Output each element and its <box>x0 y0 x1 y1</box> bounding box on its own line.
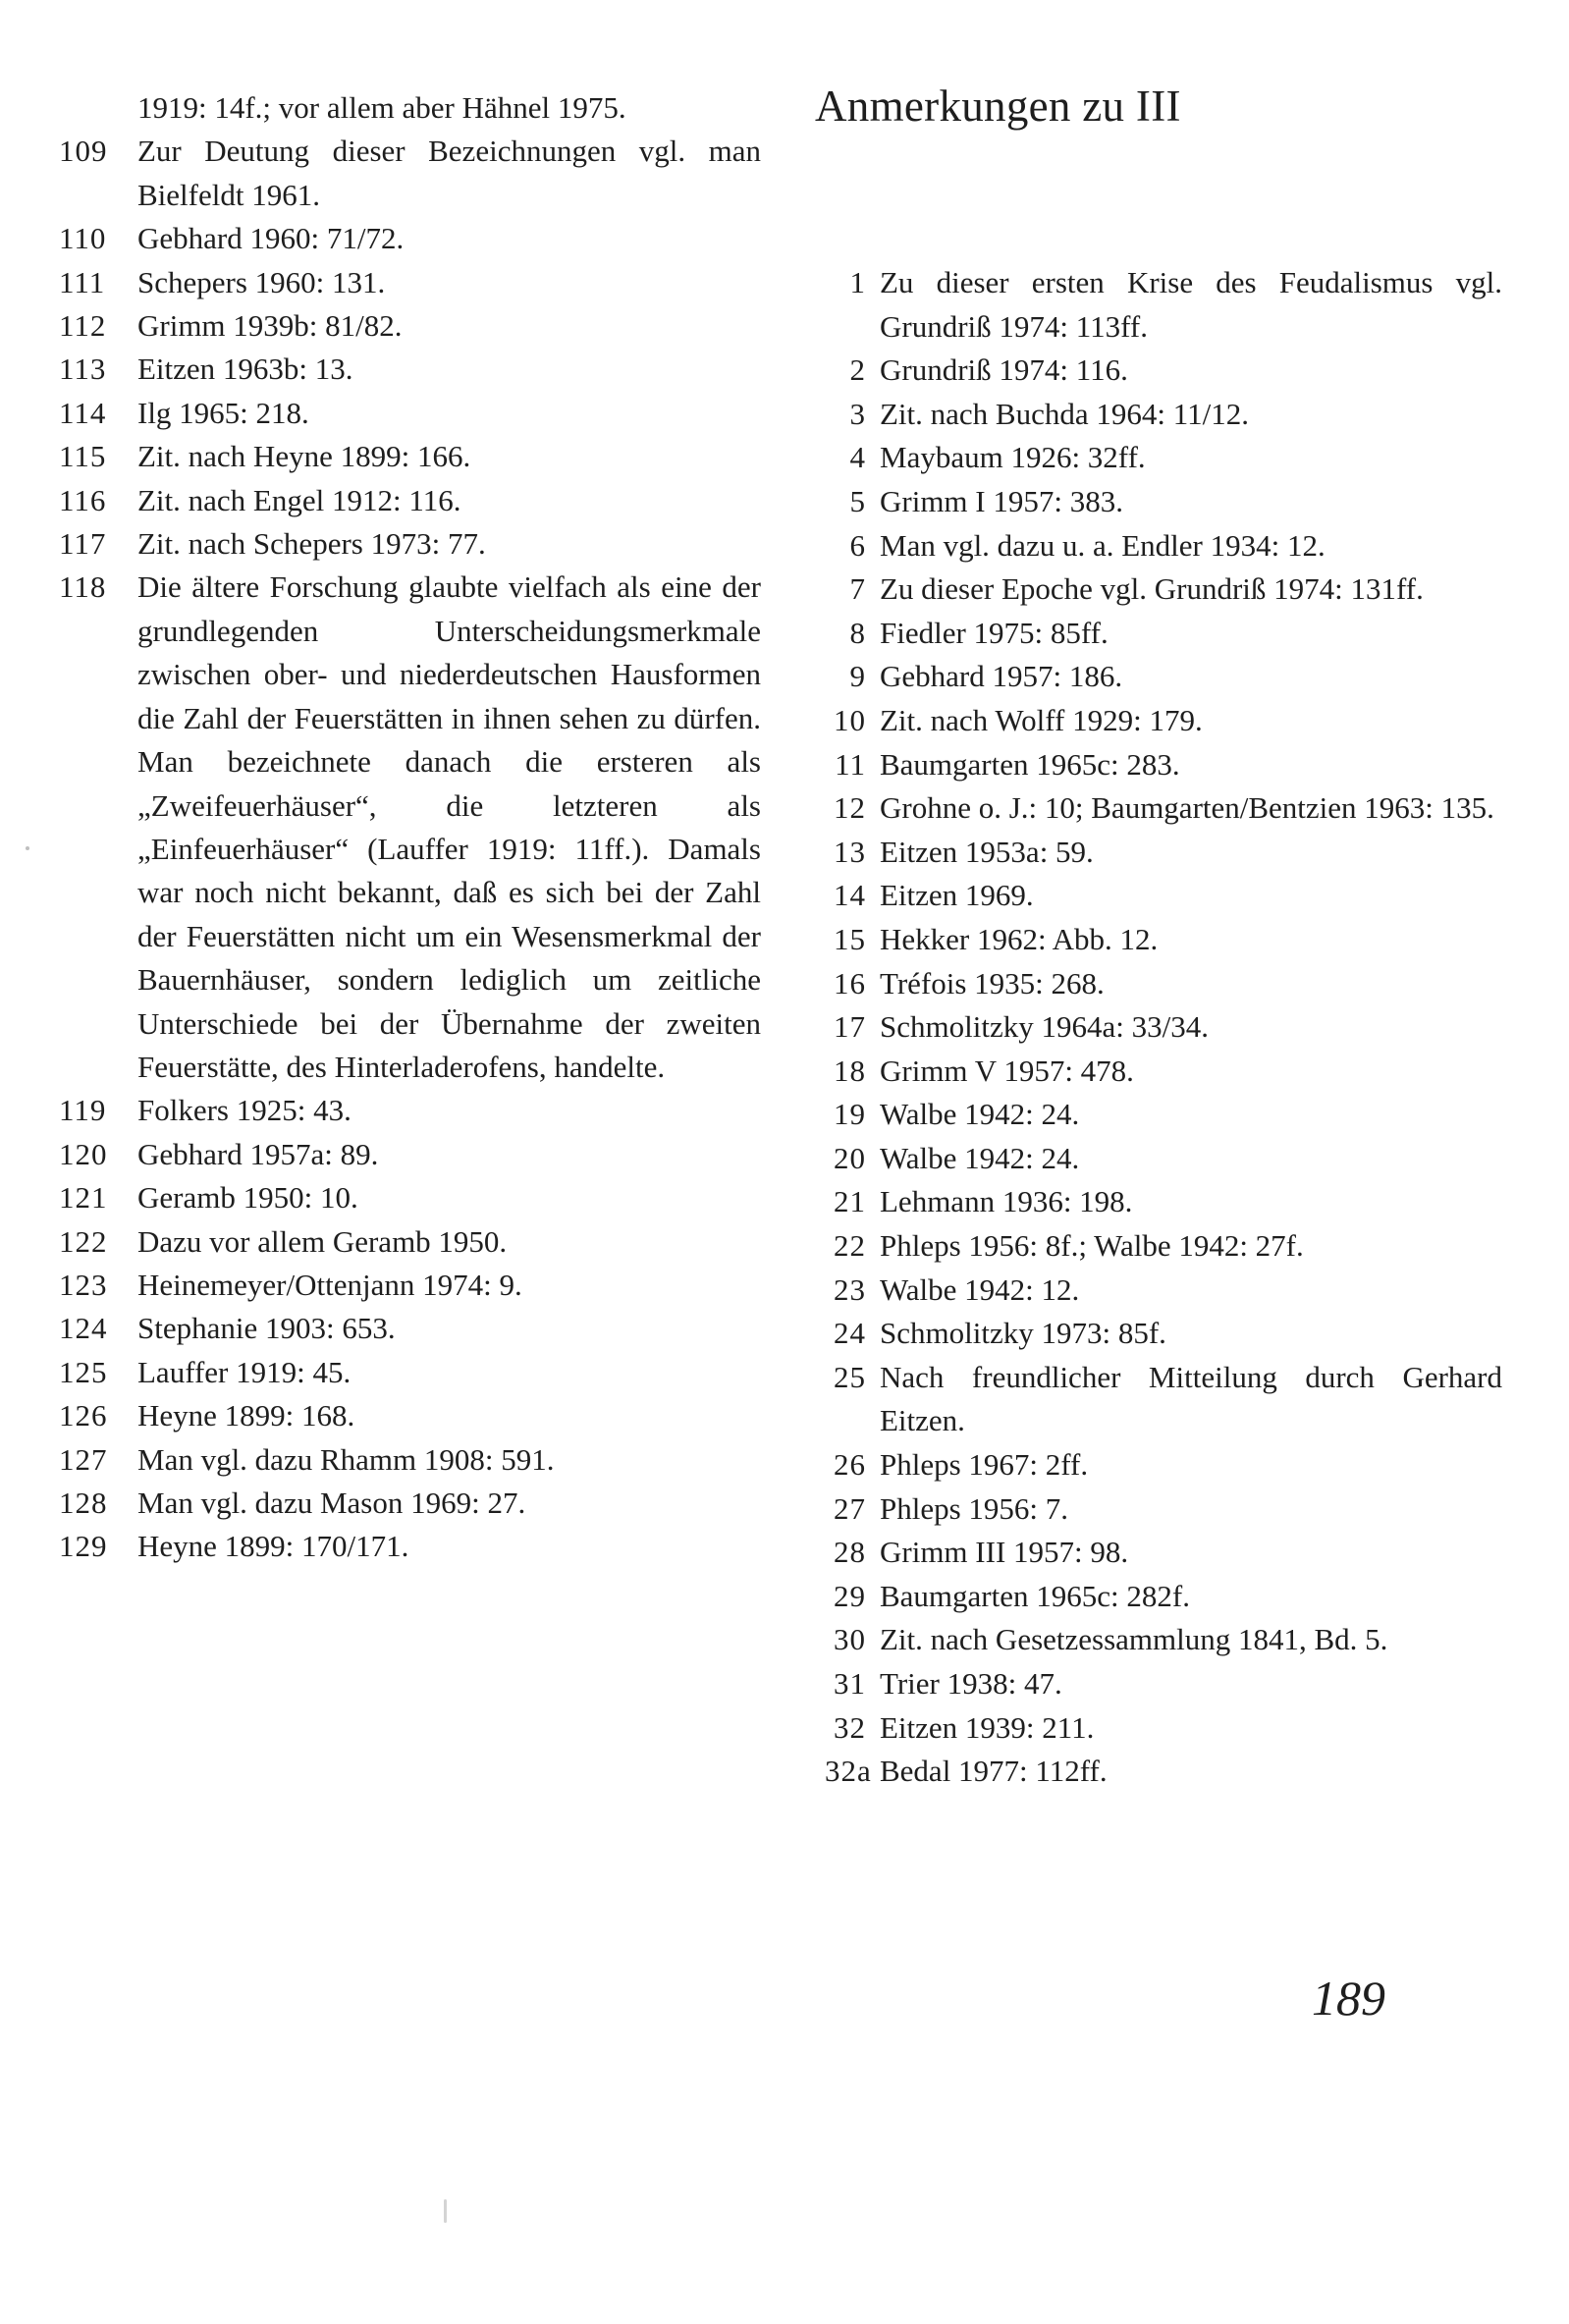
footnote <box>825 962 1502 1006</box>
footnote-text: Schepers 1960: 131. <box>137 264 386 299</box>
footnote-number: 122 <box>59 1223 108 1259</box>
footnote <box>825 393 1502 437</box>
footnote-text: Die ältere Forschung glaubte vielfach als eine der grundlegenden Unterscheidungsmerkmale zwischen ober- und niederdeutschen Hausformen die Zahl der Feuerstätten in ihnen sehen zu dürfen. Man bezeichnete danach die ersteren als „Zweifeuerhäuser“, die letzteren als „Einfeuerhäuser“ (Lauffer 1919: 11ff.). Damals war noch nicht bekannt, daß es sich bei der Zahl der Feuerstätten nicht um ein Wesensmerkmal der Bauernhäuser, sondern lediglich um zeitliche Unterschiede bei der Übernahme der zweiten Feuerstätte, des Hinterladerofens, handelte. <box>137 569 761 1084</box>
footnote <box>825 436 1502 480</box>
footnote <box>59 130 761 217</box>
footnote <box>59 304 761 348</box>
footnote-number: 21 <box>834 1184 866 1219</box>
footnote-number: 26 <box>834 1447 866 1483</box>
footnote-number: 114 <box>59 395 107 430</box>
footnote <box>59 1394 761 1437</box>
footnote-number: 116 <box>59 482 107 517</box>
footnote-number: 111 <box>59 264 106 299</box>
footnote-number: 17 <box>834 1009 866 1045</box>
footnote <box>825 1224 1502 1269</box>
footnote-number: 5 <box>849 483 866 518</box>
footnote-number: 126 <box>59 1398 108 1433</box>
footnote-text: Gebhard 1957a: 89. <box>137 1136 379 1171</box>
footnote <box>59 1438 761 1482</box>
footnote-text: Grimm 1939b: 81/82. <box>137 308 403 344</box>
footnote <box>825 261 1502 349</box>
footnote-number: 9 <box>849 659 866 694</box>
footnote-number: 109 <box>59 134 108 169</box>
footnote <box>59 1220 761 1264</box>
left-notes-list <box>59 130 761 1568</box>
footnote-text: Stephanie 1903: 653. <box>137 1311 396 1346</box>
footnote-text: Zit. nach Wolff 1929: 179. <box>880 702 1203 737</box>
footnote-text: Baumgarten 1965c: 283. <box>880 746 1180 782</box>
footnote <box>825 567 1502 612</box>
footnote-text: Nach freundlicher Mitteilung durch Gerhard Eitzen. <box>880 1359 1502 1438</box>
footnote-number: 30 <box>834 1622 866 1657</box>
footnote-number: 12 <box>834 790 866 826</box>
footnote <box>825 1180 1502 1224</box>
footnote-text: Phleps 1956: 7. <box>880 1490 1069 1526</box>
footnote-text: Hekker 1962: Abb. 12. <box>880 921 1159 956</box>
footnote-number: 28 <box>834 1535 866 1570</box>
footnote-number: 32a <box>825 1754 872 1789</box>
footnote-number: 117 <box>59 526 107 562</box>
footnote <box>825 918 1502 962</box>
footnote-number: 13 <box>834 834 866 869</box>
footnote-text: Maybaum 1926: 32ff. <box>880 440 1146 475</box>
footnote <box>825 1356 1502 1443</box>
footnote <box>825 874 1502 918</box>
footnote <box>825 1093 1502 1137</box>
footnote-text: Grimm I 1957: 383. <box>880 483 1123 518</box>
footnote <box>825 1531 1502 1575</box>
footnote-number: 115 <box>59 439 107 474</box>
footnote-text: Zit. nach Schepers 1973: 77. <box>137 526 486 562</box>
footnote-number: 3 <box>849 396 866 431</box>
footnote-number: 6 <box>849 527 866 563</box>
footnote <box>59 1176 761 1219</box>
footnote <box>59 435 761 478</box>
footnote-text: Zu dieser ersten Krise des Feudalismus vgl. Grundriß 1974: 113ff. <box>880 265 1502 344</box>
footnote <box>59 1525 761 1568</box>
footnote <box>59 261 761 304</box>
footnote <box>825 1312 1502 1356</box>
footnote-number: 25 <box>834 1359 866 1394</box>
footnote-number: 16 <box>834 965 866 1000</box>
footnote-text: Phleps 1967: 2ff. <box>880 1447 1089 1483</box>
paper-speck <box>444 2199 447 2223</box>
footnote-text: Tréfois 1935: 268. <box>880 965 1105 1000</box>
footnote-text: Heyne 1899: 170/171. <box>137 1529 409 1564</box>
footnote <box>59 392 761 435</box>
footnote-text: Folkers 1925: 43. <box>137 1093 352 1128</box>
footnote-text: Zit. nach Buchda 1964: 11/12. <box>880 396 1249 431</box>
footnote <box>825 1706 1502 1751</box>
footnote <box>59 1307 761 1350</box>
footnote <box>59 348 761 391</box>
footnote-text: Grimm III 1957: 98. <box>880 1535 1129 1570</box>
footnote-text: Zur Deutung dieser Bezeichnungen vgl. man Bielfeldt 1961. <box>137 134 761 212</box>
footnote <box>825 349 1502 393</box>
footnote-number: 129 <box>59 1529 108 1564</box>
footnote <box>825 524 1502 568</box>
footnote-number: 121 <box>59 1180 108 1216</box>
footnote-text: Geramb 1950: 10. <box>137 1180 358 1216</box>
footnote <box>59 566 761 1089</box>
footnote-text: Walbe 1942: 24. <box>880 1140 1080 1175</box>
footnote <box>825 1487 1502 1532</box>
footnote-text: Eitzen 1969. <box>880 878 1034 913</box>
page-number: 189 <box>1312 1971 1385 2026</box>
footnote <box>825 699 1502 743</box>
footnote-text: Ilg 1965: 218. <box>137 395 309 430</box>
footnote-number: 24 <box>834 1316 866 1351</box>
footnote-text: Eitzen 1939: 211. <box>880 1709 1095 1745</box>
footnote-text: Eitzen 1963b: 13. <box>137 351 353 387</box>
footnote-number: 113 <box>59 351 107 387</box>
note-continuation: 1919: 14f.; vor allem aber Hähnel 1975. <box>137 90 626 125</box>
footnote-number: 125 <box>59 1354 108 1389</box>
footnote <box>59 479 761 522</box>
footnote-text: Heyne 1899: 168. <box>137 1398 355 1433</box>
footnote <box>825 1750 1502 1794</box>
footnote-number: 11 <box>835 746 866 782</box>
footnote <box>59 217 761 260</box>
footnote-number: 1 <box>849 265 866 299</box>
footnote <box>825 612 1502 656</box>
footnote-number: 123 <box>59 1267 108 1302</box>
footnote-number: 8 <box>849 615 866 650</box>
footnote-text: Schmolitzky 1973: 85f. <box>880 1316 1166 1351</box>
footnote-number: 31 <box>834 1666 866 1701</box>
footnote <box>59 1351 761 1394</box>
footnote-number: 4 <box>849 440 866 475</box>
right-notes-column <box>825 261 1502 1794</box>
footnote-text: Dazu vor allem Geramb 1950. <box>137 1223 508 1259</box>
footnote <box>825 786 1502 831</box>
footnote <box>825 831 1502 875</box>
footnote <box>825 1618 1502 1662</box>
footnote-text: Man vgl. dazu Rhamm 1908: 591. <box>137 1441 555 1477</box>
footnote <box>59 522 761 566</box>
footnote-number: 127 <box>59 1441 108 1477</box>
footnote <box>825 743 1502 787</box>
footnote-text: Schmolitzky 1964a: 33/34. <box>880 1009 1209 1045</box>
footnote <box>825 480 1502 524</box>
footnote-number: 14 <box>834 878 866 913</box>
footnote <box>59 1089 761 1132</box>
left-notes-column <box>59 86 761 1569</box>
footnote-text: Trier 1938: 47. <box>880 1666 1062 1701</box>
footnote-number: 110 <box>59 221 107 256</box>
footnote-number: 29 <box>834 1578 866 1613</box>
footnote-number: 27 <box>834 1490 866 1526</box>
footnote <box>825 1005 1502 1050</box>
footnote-text: Gebhard 1957: 186. <box>880 659 1123 694</box>
footnote-text: Gebhard 1960: 71/72. <box>137 221 405 256</box>
footnote-text: Walbe 1942: 12. <box>880 1271 1080 1307</box>
footnote-number: 7 <box>849 571 866 607</box>
footnote-text: Man vgl. dazu Mason 1969: 27. <box>137 1486 526 1520</box>
footnote-number: 112 <box>59 308 107 344</box>
section-heading: Anmerkungen zu III <box>815 81 1181 131</box>
footnote <box>825 1575 1502 1619</box>
footnote-number: 124 <box>59 1311 108 1346</box>
footnote-number: 18 <box>834 1053 866 1088</box>
footnote-text: Zu dieser Epoche vgl. Grundriß 1974: 131ff. <box>880 571 1424 607</box>
footnote-text: Fiedler 1975: 85ff. <box>880 615 1109 650</box>
footnote-text: Grimm V 1957: 478. <box>880 1053 1134 1088</box>
footnote-text: Zit. nach Gesetzessammlung 1841, Bd. 5. <box>880 1622 1388 1657</box>
paper-speck <box>26 846 29 850</box>
footnote-text: Man vgl. dazu u. a. Endler 1934: 12. <box>880 527 1326 563</box>
footnote-number: 15 <box>834 921 866 956</box>
footnote-number: 118 <box>59 569 107 605</box>
footnote-text: Phleps 1956: 8f.; Walbe 1942: 27f. <box>880 1228 1304 1264</box>
footnote-number: 128 <box>59 1486 108 1520</box>
footnote <box>825 1269 1502 1313</box>
footnote-text: Zit. nach Heyne 1899: 166. <box>137 439 471 474</box>
footnote-number: 120 <box>59 1136 108 1171</box>
footnote-text: Bedal 1977: 112ff. <box>880 1754 1108 1789</box>
footnote-number: 10 <box>834 702 866 737</box>
footnote-text: Zit. nach Engel 1912: 116. <box>137 482 461 517</box>
footnote-text: Lehmann 1936: 198. <box>880 1184 1133 1219</box>
footnote-text: Heinemeyer/Ottenjann 1974: 9. <box>137 1267 522 1302</box>
footnote-number: 32 <box>834 1709 866 1745</box>
footnote <box>59 1264 761 1307</box>
footnote-text: Baumgarten 1965c: 282f. <box>880 1578 1190 1613</box>
footnote-number: 22 <box>834 1228 866 1264</box>
footnote-number: 119 <box>59 1093 107 1128</box>
footnote-text: Eitzen 1953a: 59. <box>880 834 1094 869</box>
footnote-text: Grundriß 1974: 116. <box>880 352 1128 388</box>
footnote <box>825 1137 1502 1181</box>
footnote <box>59 1482 761 1525</box>
footnote-number: 19 <box>834 1097 866 1132</box>
footnote-text: Grohne o. J.: 10; Baumgarten/Bentzien 1963: 135. <box>880 790 1494 826</box>
footnote <box>825 1050 1502 1094</box>
right-notes-list <box>825 261 1502 1794</box>
footnote <box>825 1443 1502 1487</box>
footnote <box>59 1133 761 1176</box>
footnote <box>825 655 1502 699</box>
footnote-text: Walbe 1942: 24. <box>880 1097 1080 1132</box>
footnote <box>825 1662 1502 1706</box>
footnote-number: 2 <box>849 352 866 388</box>
footnote-text: Lauffer 1919: 45. <box>137 1354 352 1389</box>
footnote-number: 23 <box>834 1271 866 1307</box>
footnote-number: 20 <box>834 1140 866 1175</box>
